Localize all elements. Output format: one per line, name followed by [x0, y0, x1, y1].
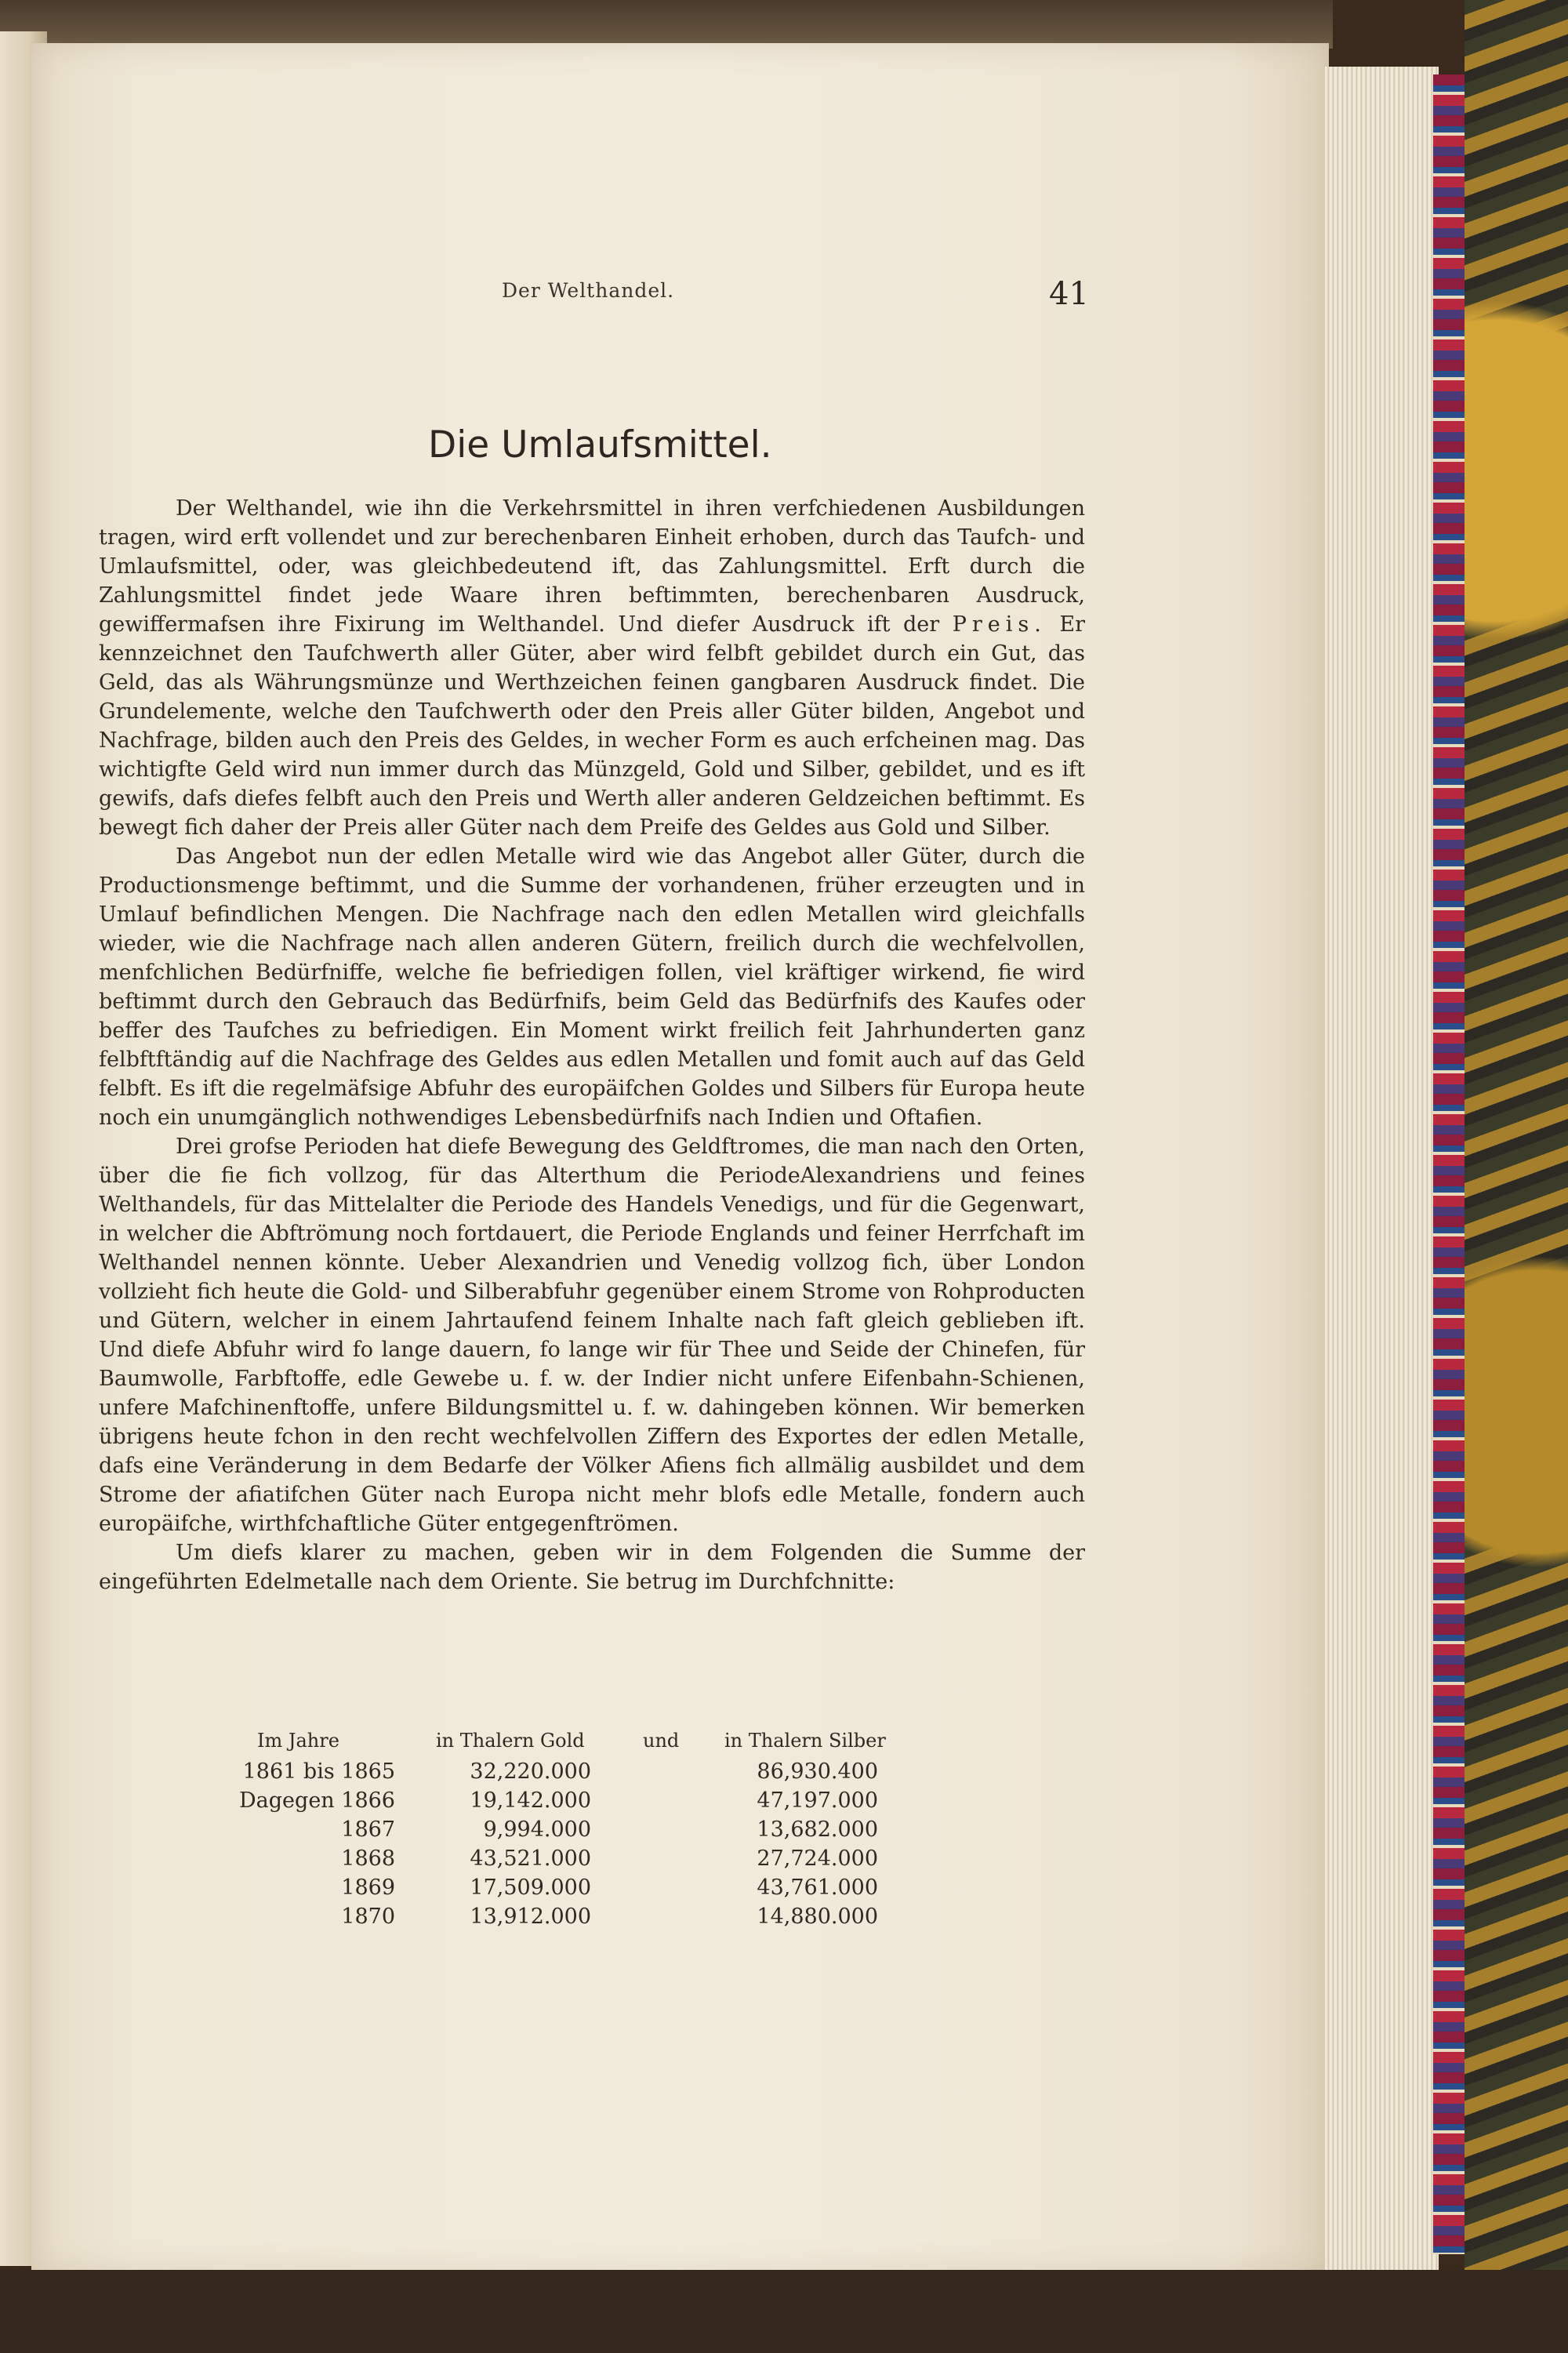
header-silver: in Thalern Silber — [724, 1730, 886, 1752]
book-cover-top — [0, 0, 1333, 49]
emphasized-word: Preis. — [952, 612, 1047, 637]
table-row — [0, 1788, 1568, 1817]
year-cell: 1868 — [341, 1846, 395, 1871]
silver-cell: 43,761.000 — [757, 1876, 878, 1900]
page-number: 41 — [1049, 276, 1089, 312]
year-cell: Dagegen 1866 — [239, 1788, 395, 1813]
gold-cell: 43,521.000 — [470, 1846, 591, 1871]
year-cell: 1869 — [341, 1876, 395, 1900]
year-cell: 1867 — [341, 1817, 395, 1842]
silver-cell: 86,930.400 — [757, 1759, 878, 1784]
silver-cell: 27,724.000 — [757, 1846, 878, 1871]
silver-cell: 47,197.000 — [757, 1788, 878, 1813]
table-row — [0, 1905, 1568, 1933]
header-gold: in Thalern Gold — [436, 1730, 585, 1752]
table-row — [0, 1759, 1568, 1788]
table-row — [0, 1846, 1568, 1875]
year-cell: 1861 bis 1865 — [242, 1759, 395, 1784]
table-row — [0, 1876, 1568, 1904]
paragraph-1-text-a: Der Welthandel, wie ihn die Verkehrsmittel in ihren verfchiedenen Ausbildungen tragen, wird erft vollendet und zur berechenbaren Einheit erhoben, durch das Taufch- und Umlaufsmittel, oder, was gleichbedeutend ift, das Zahlungsmittel. Erft durch die Zahlungsmittel findet jede Waare ihren beftimmten, berechenbaren Ausdruck, gewiffermafsen ihre Fixirung im Welthandel. Und diefer Ausdruck ift der — [99, 496, 1085, 637]
table-row — [0, 1817, 1568, 1846]
book-cover-bottom — [0, 2270, 1568, 2353]
year-cell: 1870 — [341, 1905, 395, 1929]
gold-cell: 9,994.000 — [483, 1817, 591, 1842]
paragraph-1-text-b: Er kennzeichnet den Taufchwerth aller Güter, aber wird felbft gebildet durch ein Gut, das Geld, das als Währungsmünze und Werthzeichen feinen gangbaren Ausdruck findet. Die Grundelemente, welche den Taufchwerth oder den Preis aller Güter bilden, Angebot und Nachfrage, bilden auch den Preis des Geldes, in wecher Form es auch erfcheinen mag. Das wichtigfte Geld wird nun immer durch das Münzgeld, Gold und Silber, gebildet, und es ift gewifs, dafs diefes felbft auch den Preis und Werth aller anderen Geldzeichen beftimmt. Es bewegt fich daher der Preis aller Güter nach dem Preife des Geldes aus Gold und Silber. — [99, 612, 1086, 840]
silver-cell: 14,880.000 — [757, 1905, 878, 1929]
page-stack-edges — [1325, 67, 1439, 2274]
header-und: und — [643, 1730, 680, 1752]
paragraph-2: Das Angebot nun der edlen Metalle wird wie das Angebot aller Güter, durch die Productionsmenge beftimmt, und die Summe der vorhandenen, früher erzeugten und in Umlauf befindlichen Mengen. Die Nachfrage nach den edlen Metallen wird gleichfalls wieder, wie die Nachfrage nach allen anderen Gütern, freilich durch die wechfelvollen, menfchlichen Bedürfniffe, welche fie befriedigen follen, viel kräftiger wirkend, fie wird beftimmt durch den Gebrauch das Bedürfnifs, beim Geld das Bedürfnifs des Kaufes oder beffer des Taufches zu befriedigen. Ein Moment wirkt freilich feit Jahrhunderten ganz felbftftändig auf die Nachfrage des Geldes aus edlen Metallen und fomit auch auf das Geld felbft. Es ift die regelmäfsige Abfuhr des europäifchen Goldes und Silbers für Europa heute noch ein unumgänglich nothwendiges Lebensbedürfnifs nach Indien und Oftafien. — [99, 844, 1085, 1130]
paragraph-4: Um diefs klarer zu machen, geben wir in dem Folgenden die Summe der eingeführten Edelmetalle nach dem Oriente. Sie betrug im Durchfchnitte: — [99, 1541, 1085, 1594]
gold-cell: 32,220.000 — [470, 1759, 591, 1784]
header-year: Im Jahre — [257, 1730, 339, 1752]
gold-cell: 13,912.000 — [470, 1905, 591, 1929]
gold-cell: 17,509.000 — [470, 1876, 591, 1900]
marbled-cover — [1465, 0, 1568, 2353]
body-text — [99, 494, 1085, 1596]
paragraph-1 — [99, 494, 1085, 842]
table-header — [0, 1730, 1568, 1756]
chapter-title: Die Umlaufsmittel. — [428, 423, 772, 467]
running-title: Der Welthandel. — [502, 279, 675, 302]
gold-cell: 19,142.000 — [470, 1788, 591, 1813]
silver-cell: 13,682.000 — [757, 1817, 878, 1842]
paragraph-3: Drei grofse Perioden hat diefe Bewegung des Geldftromes, die man nach den Orten, über die fie fich vollzog, für das Alterthum die PeriodeAlexandriens und feines Welthandels, für das Mittelalter die Periode des Handels Venedigs, und für die Gegenwart, in welcher die Abftrömung noch fortdauert, die Periode Englands und feiner Herrfchaft im Welthandel nennen könnte. Ueber Alexandrien und Venedig vollzog fich, über London vollzieht fich heute die Gold- und Silberabfuhr gegenüber einem Strome von Rohproducten und Gütern, welcher in einem Jahrtaufend feinem Inhalte nach faft gleich geblieben ift. Und diefe Abfuhr wird fo lange dauern, fo lange wir für Thee und Seide der Chinefen, für Baumwolle, Farbftoffe, edle Gewebe u. f. w. der Indier nicht unfere Eifenbahn-Schienen, unfere Mafchinenftoffe, unfere Bildungsmittel u. f. w. dahingeben können. Wir bemerken übrigens heute fchon in den recht wechfelvollen Ziffern des Exportes der edlen Metalle, dafs eine Veränderung in dem Bedarfe der Völker Afiens fich allmälig ausbildet und dem Strome der afiatifchen Güter nach Europa nicht mehr blofs edle Metalle, fondern auch europäifche, wirthfchaftliche Güter entgegenftrömen. — [99, 1135, 1085, 1536]
